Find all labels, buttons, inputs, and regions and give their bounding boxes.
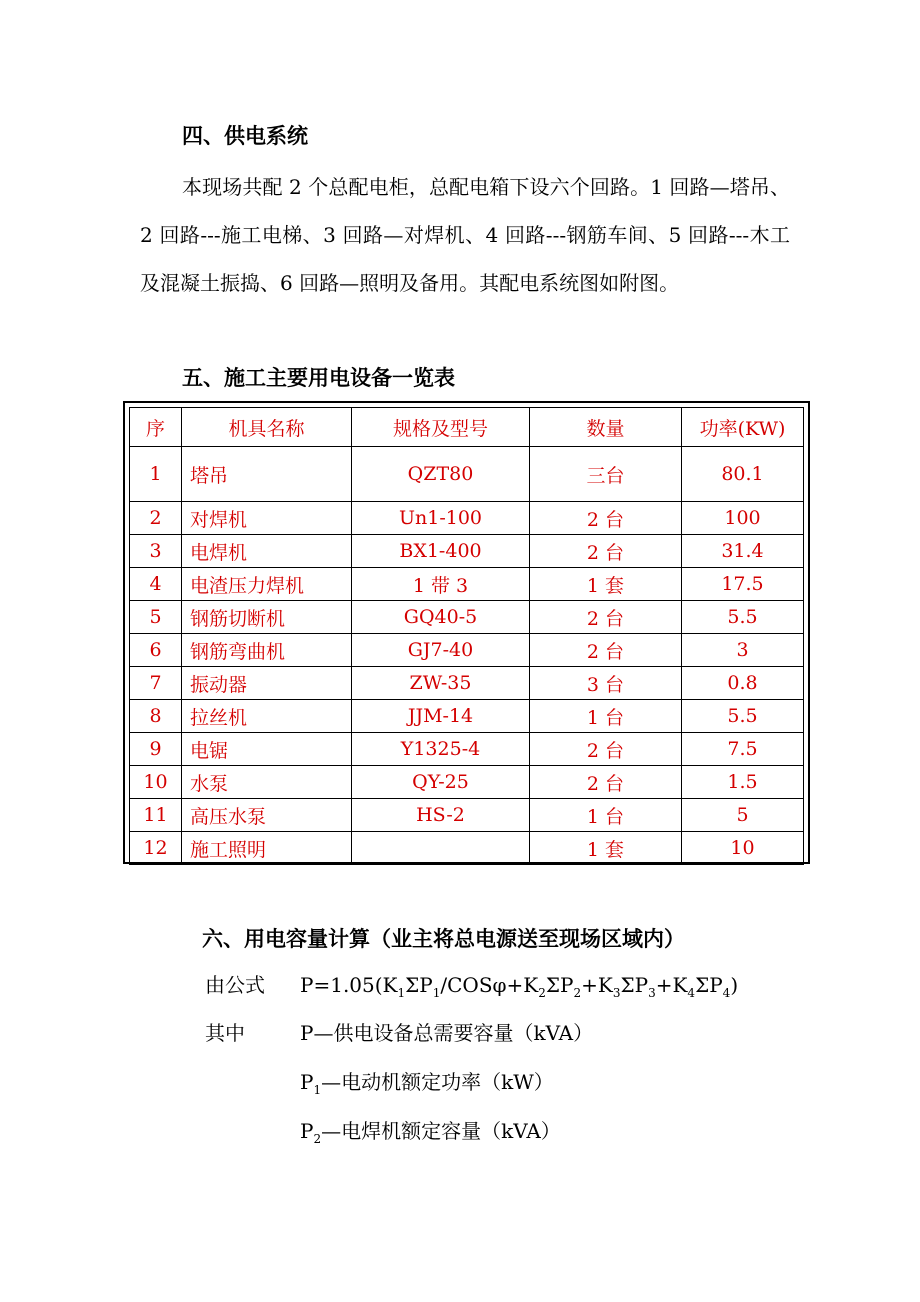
cell-power: 31.4 [682,535,804,568]
cell-index: 7 [130,667,182,700]
section-4-paragraph: 本现场共配 2 个总配电柜，总配电箱下设六个回路。1 回路—塔吊、2 回路---施工电梯、3 回路—对焊机、4 回路---钢筋车间、5 回路---木工及混凝土振捣、6 回路—照明及备用。其配电系统图如附图。 [140,175,790,295]
formula: $P=1.05(K_1\Sigma P_1/COS\varphi+K_2\Sigma P_2+K_3\Sigma P_3+K_4\Sigma P_4)$ [300,973,739,1000]
where-label: 其中 [205,1021,245,1045]
section-6-heading: 六、用电容量计算（业主将总电源送至现场区域内） [202,927,685,951]
cell-index: 5 [130,601,182,634]
cell-model: QY-25 [352,766,530,799]
table-row [130,700,804,733]
table-row [130,634,804,667]
cell-index: 11 [130,799,182,832]
table-row [130,535,804,568]
cell-name: 拉丝机 [182,700,352,733]
cell-quantity: 2 台 [530,601,682,634]
formula-label: 由公式 [205,973,265,997]
cell-name: 水泵 [182,766,352,799]
header-quantity: 数量 [530,408,682,447]
header-index: 序 [130,408,182,447]
definition-p: P—供电设备总需要容量（kVA） [300,1021,594,1045]
table-row [130,667,804,700]
cell-index: 1 [130,447,182,502]
cell-quantity: 1 台 [530,799,682,832]
cell-model: 1 带 3 [352,568,530,601]
header-model: 规格及型号 [352,408,530,447]
cell-name: 振动器 [182,667,352,700]
header-power: 功率(KW) [682,408,804,447]
cell-power: 5.5 [682,601,804,634]
cell-name: 电渣压力焊机 [182,568,352,601]
cell-quantity: 1 台 [530,700,682,733]
cell-model: Y1325-4 [352,733,530,766]
cell-quantity: 1 套 [530,568,682,601]
definition-p2: $P_2—$电焊机额定容量（kVA） [300,1119,561,1146]
cell-power: 7.5 [682,733,804,766]
table-row [130,447,804,502]
cell-power: 80.1 [682,447,804,502]
cell-model: QZT80 [352,447,530,502]
cell-power: 17.5 [682,568,804,601]
table-row [130,568,804,601]
definition-p1: $P_1—$电动机额定功率（kW） [300,1070,554,1097]
cell-model: GQ40-5 [352,601,530,634]
equipment-table [123,401,810,864]
cell-power: 1.5 [682,766,804,799]
cell-name: 施工照明 [182,832,352,865]
cell-model: GJ7-40 [352,634,530,667]
cell-power: 5 [682,799,804,832]
table-row [130,733,804,766]
cell-name: 钢筋切断机 [182,601,352,634]
cell-model: BX1-400 [352,535,530,568]
table-row [130,799,804,832]
table-row [130,601,804,634]
cell-quantity: 2 台 [530,634,682,667]
section-5-heading: 五、施工主要用电设备一览表 [182,366,455,390]
cell-name: 高压水泵 [182,799,352,832]
cell-model [352,832,530,865]
cell-power: 0.8 [682,667,804,700]
cell-quantity: 2 台 [530,535,682,568]
table-header-row [130,408,804,447]
cell-quantity: 2 台 [530,733,682,766]
cell-index: 6 [130,634,182,667]
cell-name: 钢筋弯曲机 [182,634,352,667]
cell-model: ZW-35 [352,667,530,700]
cell-power: 3 [682,634,804,667]
cell-index: 4 [130,568,182,601]
cell-index: 12 [130,832,182,865]
cell-model: Un1-100 [352,502,530,535]
cell-name: 对焊机 [182,502,352,535]
cell-power: 100 [682,502,804,535]
cell-name: 电焊机 [182,535,352,568]
cell-power: 5.5 [682,700,804,733]
table-row [130,832,804,865]
cell-name: 电锯 [182,733,352,766]
cell-model: HS-2 [352,799,530,832]
header-name: 机具名称 [182,408,352,447]
cell-index: 9 [130,733,182,766]
cell-index: 10 [130,766,182,799]
cell-name: 塔吊 [182,447,352,502]
cell-index: 8 [130,700,182,733]
section-4-heading: 四、供电系统 [182,124,308,148]
cell-quantity: 2 台 [530,766,682,799]
cell-quantity: 三台 [530,447,682,502]
cell-model: JJM-14 [352,700,530,733]
cell-index: 2 [130,502,182,535]
table-row [130,766,804,799]
cell-power: 10 [682,832,804,865]
table-row [130,502,804,535]
cell-quantity: 2 台 [530,502,682,535]
cell-quantity: 3 台 [530,667,682,700]
cell-quantity: 1 套 [530,832,682,865]
cell-index: 3 [130,535,182,568]
